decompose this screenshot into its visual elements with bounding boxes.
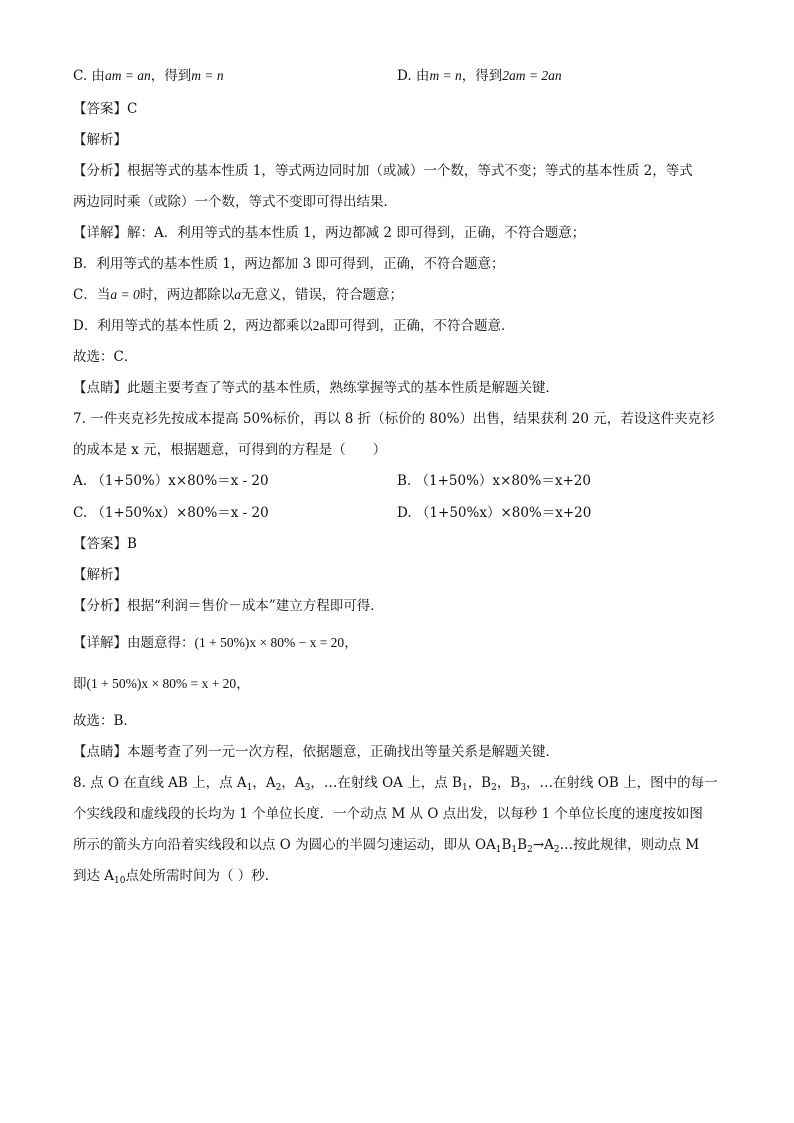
q8-sub-b1: 1 [461,783,468,793]
q8-l1-g: ，…在射线 OB 上，图中的每一 [526,775,718,791]
q8-stem-line1 [73,774,718,792]
q6-detail-d-math: 2a [312,318,326,333]
q8-sub-a2: 2 [275,783,282,793]
q7-jiexi: 【解析】 [73,567,127,583]
q8-l1-c: ，A [281,775,305,791]
q8-sub-b2: 2 [491,783,497,793]
q6-option-d-mid: ，得到 [461,68,503,84]
q6-detail-c-part3: 无意义，错误，符合题意； [240,287,403,303]
q8-l3-c: B [517,837,528,853]
q6-option-c-mid: ，得到 [150,68,192,84]
q7-detail [73,634,358,652]
q8-l1-a: 8. 点 O 在直线 AB 上，点 A [73,775,247,791]
q8-l4-a: 到达 A [73,868,115,884]
q8-sub-ob2: 2 [527,845,533,855]
q6-detail-c-math1: a = 0 [110,287,140,302]
q6-detail-c-part1: C．当 [73,287,111,303]
q6-answer: 【答案】C [73,101,138,117]
q7-detail-end: ， [344,635,358,651]
q6-analysis-line1: 【分析】根据等式的基本性质 1，等式两边同时加（或减）一个数，等式不变；等式的基本性质 2，等式 [73,163,693,179]
q7-detail-label: 【详解】由题意得： [73,635,195,651]
q8-sub-ob1: 1 [511,845,518,855]
q7-choose: 故选：B． [73,713,137,729]
q8-sub-b3: 3 [520,783,526,793]
q6-option-d-eq2: 2am = 2an [502,68,562,83]
q8-sub-oa1: 1 [495,845,502,855]
q7-option-a: A. （1+50%）x×80%＝x - 20 [73,473,269,489]
q8-l1-e: ，B [467,775,492,791]
q7-ji-equation: (1 + 50%)x × 80% = x + 20 [86,676,237,691]
q6-comment: 【点睛】此题主要考查了等式的基本性质，熟练掌握等式的基本性质是解题关键． [73,380,559,396]
q7-comment: 【点睛】本题考查了列一元一次方程，依据题意，正确找出等量关系是解题关键． [73,744,559,760]
q7-detail-equation: (1 + 50%)x × 80% − x = 20 [194,635,345,650]
q7-ji-label: 即 [73,676,87,692]
q6-option-d-eq1: m = n [429,68,462,83]
q6-detail-d [73,317,514,335]
q6-detail-d-part1: D．利用等式的基本性质 2，两边都乘以 [73,318,313,334]
q7-stem-line1: 7. 一件夹克衫先按成本提高 50%标价，再以 8 折（标价的 80%）出售，结果获利 20 元，若设这件夹克衫 [73,411,715,427]
q8-l3-e: …按此规律，则动点 M [559,837,700,853]
q6-detail-c-part2: 时，两边都除以 [139,287,235,303]
q8-sub-a1: 1 [246,783,253,793]
q6-option-d [397,67,562,85]
q6-detail-c-math2: a [234,287,241,302]
q7-ji-end: ， [236,676,250,692]
q8-l1-b: ，A [252,775,276,791]
q6-choose: 故选：C． [73,349,138,365]
q8-l4-b: 点处所需时间为（ ）秒． [125,868,279,884]
q7-stem-line2: 的成本是 x 元，根据题意，可得到的方程是（ ） [73,442,387,458]
q8-sub-oa2: 2 [553,845,560,855]
q8-stem-line3 [73,836,699,854]
q6-analysis-line2: 两边同时乘（或除）一个数，等式不变即可得出结果． [73,194,397,210]
q8-sub-a3: 3 [304,783,311,793]
q8-l3-a: 所示的箭头方向沿着实线段和以点 O 为圆心的半圆匀速运动，即从 OA [73,837,496,853]
q6-detail-a: 【详解】解：A．利用等式的基本性质 1，两边都减 2 即可得到，正确，不符合题意； [73,225,586,241]
q6-detail-c [73,286,403,304]
q8-stem-line4 [73,867,278,885]
q7-option-b: B. （1+50%）x×80%＝x+20 [397,473,591,489]
q6-option-c-eq1: am = an [104,68,151,83]
q8-l3-b: B [501,837,512,853]
q6-option-c [73,67,224,85]
q7-analysis: 【分析】根据“利润＝售价－成本”建立方程即可得． [73,598,384,614]
q7-answer: 【答案】B [73,536,137,552]
q6-option-c-eq2: m = n [191,68,224,83]
q8-stem-line2: 个实线段和虚线段的长均为 1 个单位长度．一个动点 M 从 O 点出发，以每秒 1 个单位长度的速度按如图 [73,806,703,822]
q6-detail-b: B．利用等式的基本性质 1，两边都加 3 即可得到，正确，不符合题意； [73,256,505,272]
q7-ji [73,675,250,693]
q7-option-d: D. （1+50%x）×80%＝x+20 [397,505,592,521]
q8-l3-d: →A [532,837,554,853]
q6-detail-d-part2: 即可得到，正确，不符合题意． [325,318,515,334]
q6-jiexi: 【解析】 [73,132,127,148]
q8-l1-d: ，…在射线 OA 上，点 B [310,775,462,791]
q6-option-d-prefix: D. 由 [397,68,430,84]
q7-option-c: C. （1+50%x）×80%＝x - 20 [73,505,269,521]
q8-sub-a10: 10 [114,876,126,886]
q6-option-c-prefix: C. 由 [73,68,105,84]
q8-l1-f: ，B [496,775,521,791]
